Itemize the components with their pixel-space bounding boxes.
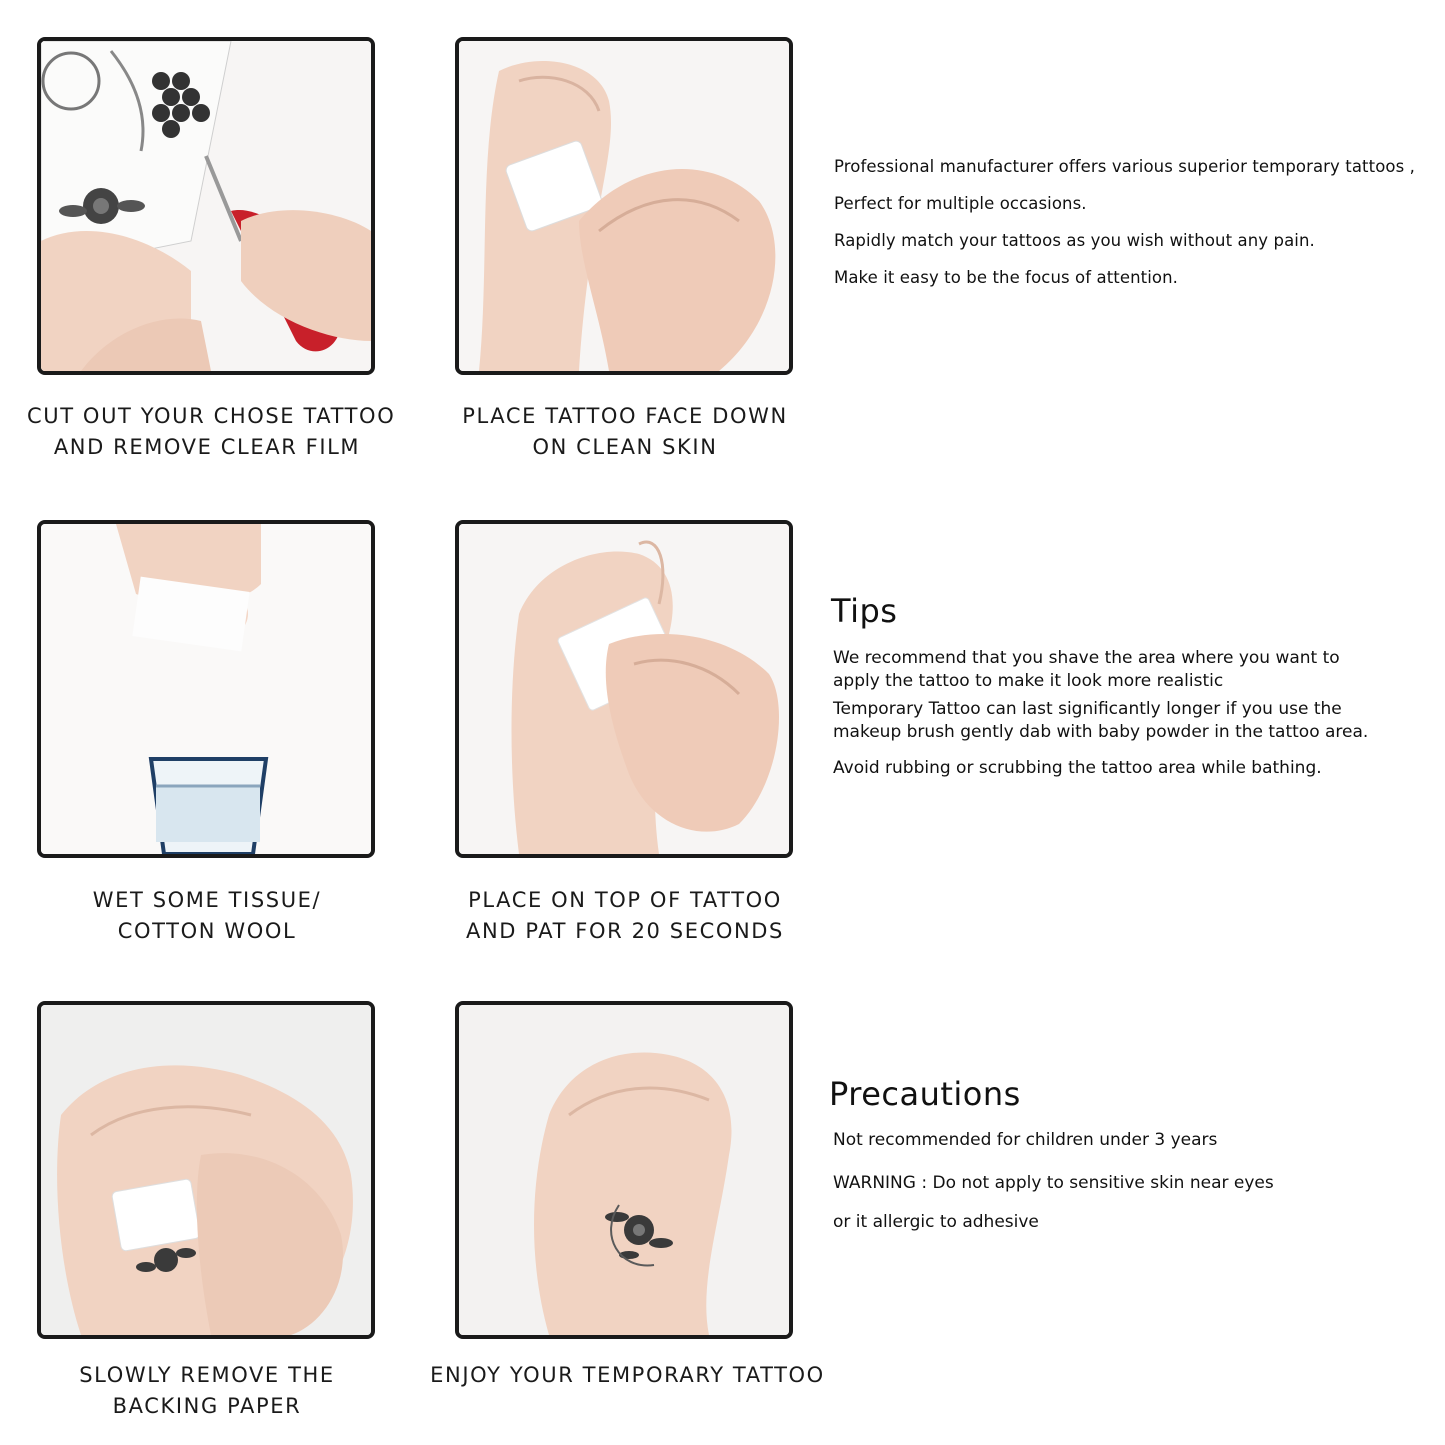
precautions-line-1: Not recommended for children under 3 years — [833, 1130, 1218, 1150]
step-2-caption — [445, 401, 805, 463]
precautions-line-2: WARNING : Do not apply to sensitive skin near eyes — [833, 1173, 1274, 1193]
step-2-photo — [455, 37, 793, 375]
step-4-caption-line1: PLACE ON TOP OF TATTOO — [468, 888, 782, 912]
precautions-line-3: or it allergic to adhesive — [833, 1212, 1039, 1232]
step-2-caption-line2: ON CLEAN SKIN — [532, 435, 718, 459]
intro-line-4: Make it easy to be the focus of attention. — [834, 268, 1179, 287]
step-1-illustration — [41, 41, 371, 371]
step-6-illustration — [459, 1005, 789, 1335]
step-4-caption — [445, 885, 805, 947]
step-3-caption-line1: WET SOME TISSUE/ — [92, 888, 322, 912]
step-5-caption-line2: BACKING PAPER — [112, 1394, 302, 1418]
step-3-caption — [27, 885, 387, 947]
step-6-photo — [455, 1001, 793, 1339]
step-5-photo — [37, 1001, 375, 1339]
tips-line-4: makeup brush gently dab with baby powder in the tattoo area. — [833, 722, 1369, 742]
step-1-caption-line1: CUT OUT YOUR CHOSE TATTOO — [27, 404, 396, 428]
step-2-illustration — [459, 41, 789, 371]
step-6-caption-line1: ENJOY YOUR TEMPORARY TATTOO — [430, 1363, 825, 1387]
step-5-caption-line1: SLOWLY REMOVE THE — [79, 1363, 335, 1387]
step-3-photo — [37, 520, 375, 858]
intro-line-1: Professional manufacturer offers various superior temporary tattoos , — [834, 157, 1415, 176]
step-2-caption-line1: PLACE TATTOO FACE DOWN — [462, 404, 788, 428]
step-5-illustration — [41, 1005, 371, 1335]
step-4-illustration — [459, 524, 789, 854]
step-1-caption — [27, 401, 396, 463]
step-5-caption — [27, 1360, 387, 1422]
intro-line-3: Rapidly match your tattoos as you wish without any pain. — [834, 231, 1315, 250]
precautions-heading: Precautions — [829, 1075, 1021, 1113]
step-4-caption-line2: AND PAT FOR 20 SECONDS — [466, 919, 784, 943]
tips-line-2: apply the tattoo to make it look more realistic — [833, 671, 1224, 691]
tips-line-3: Temporary Tattoo can last significantly longer if you use the — [833, 699, 1342, 719]
step-1-caption-line2: AND REMOVE CLEAR FILM — [53, 435, 361, 459]
intro-line-2: Perfect for multiple occasions. — [834, 194, 1087, 213]
step-3-caption-line2: COTTON WOOL — [117, 919, 297, 943]
step-1-photo — [37, 37, 375, 375]
tips-line-1: We recommend that you shave the area where you want to — [833, 648, 1340, 668]
tips-heading: Tips — [831, 592, 898, 630]
step-3-illustration — [41, 524, 371, 854]
step-6-caption — [420, 1360, 835, 1391]
tips-line-5: Avoid rubbing or scrubbing the tattoo area while bathing. — [833, 758, 1322, 778]
step-4-photo — [455, 520, 793, 858]
